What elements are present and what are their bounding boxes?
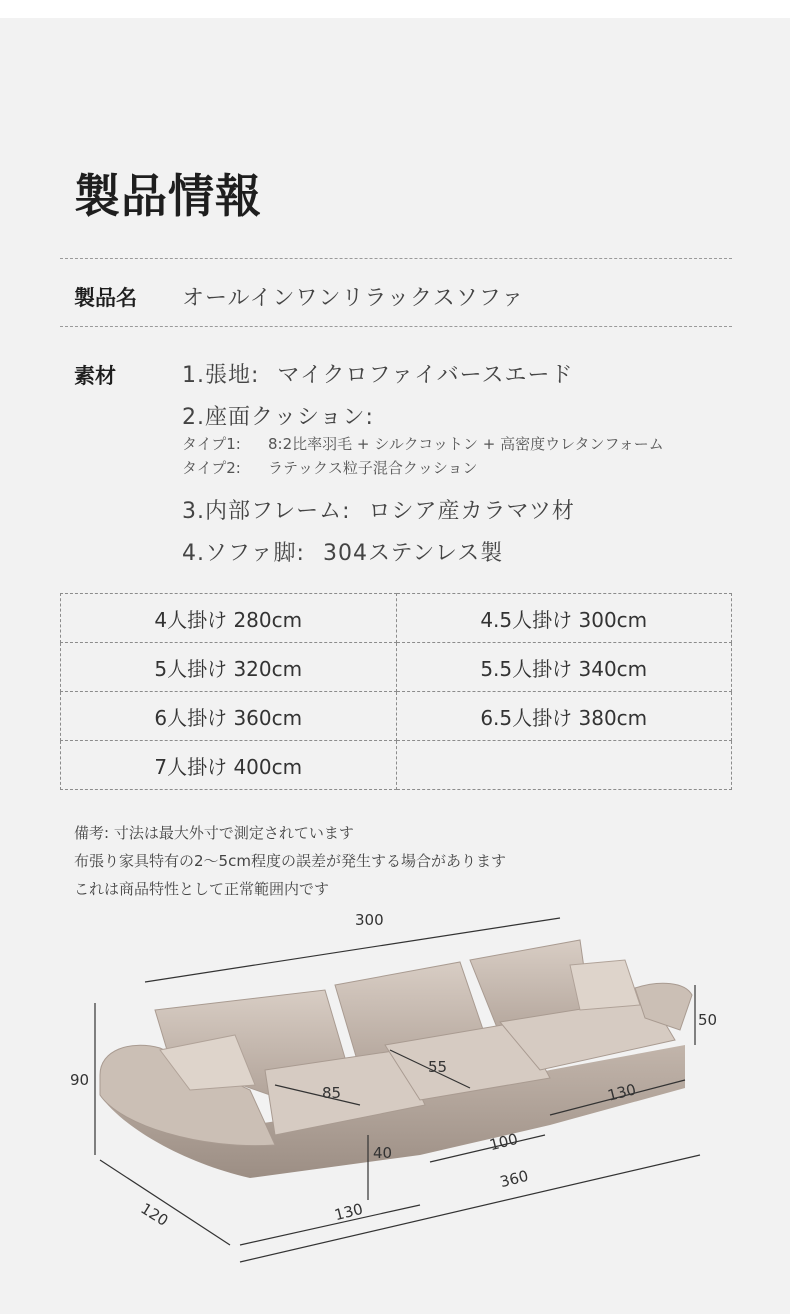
top-band xyxy=(0,0,790,18)
material-item-frame xyxy=(182,494,575,525)
material-item-legs xyxy=(182,536,503,567)
size-cell: 5人掛け 320cm xyxy=(61,643,397,692)
divider xyxy=(60,258,732,259)
note-line: これは商品特性として正常範囲内です xyxy=(74,880,330,898)
size-cell: 7人掛け 400cm xyxy=(61,741,397,790)
size-cell xyxy=(396,741,732,790)
table-row xyxy=(61,692,732,741)
cushion-type-value: 8:2比率羽毛 + シルクコットン + 高密度ウレタンフォーム xyxy=(268,435,664,453)
page-title: 製品情報 xyxy=(74,169,262,223)
sofa-dimension-diagram xyxy=(60,900,740,1300)
table-row xyxy=(61,643,732,692)
divider xyxy=(60,326,732,327)
size-table xyxy=(60,593,732,790)
material-item-cushion xyxy=(182,400,392,431)
dim-seat-depth: 85 xyxy=(322,1084,342,1102)
dim-seat-height: 40 xyxy=(373,1144,393,1162)
cushion-type-label: タイプ1: xyxy=(182,435,241,453)
dim-seat-width: 55 xyxy=(428,1058,448,1076)
product-name-label: 製品名 xyxy=(74,286,137,310)
size-cell: 5.5人掛け 340cm xyxy=(396,643,732,692)
size-cell: 6.5人掛け 380cm xyxy=(396,692,732,741)
product-name-value: オールインワンリラックスソファ xyxy=(182,286,525,311)
dim-width-top: 300 xyxy=(355,911,384,929)
material-item-label: 4.ソファ脚: xyxy=(182,541,305,566)
dim-height-total: 90 xyxy=(70,1071,90,1089)
size-cell: 4人掛け 280cm xyxy=(61,594,397,643)
cushion-type-label: タイプ2: xyxy=(182,459,241,477)
material-item-value: 304ステンレス製 xyxy=(322,541,504,566)
note-line: 備考: 寸法は最大外寸で測定されています xyxy=(74,824,354,842)
size-cell: 6人掛け 360cm xyxy=(61,692,397,741)
material-item-fabric xyxy=(182,358,574,389)
material-item-label: 2.座面クッション: xyxy=(182,405,374,430)
material-item-value: ロシア産カラマツ材 xyxy=(368,499,575,524)
dim-module-right: 130 xyxy=(605,1080,638,1105)
dim-length-total: 360 xyxy=(498,1166,531,1192)
size-cell: 4.5人掛け 300cm xyxy=(396,594,732,643)
table-row xyxy=(61,594,732,643)
material-item-value: マイクロファイバースエード xyxy=(277,363,574,388)
material-item-label: 3.内部フレーム: xyxy=(182,499,351,524)
cushion-type-1 xyxy=(182,433,664,454)
dim-module-left: 130 xyxy=(332,1199,365,1225)
cushion-type-2 xyxy=(182,457,478,478)
material-item-label: 1.張地: xyxy=(182,363,260,388)
table-row xyxy=(61,741,732,790)
cushion-type-value: ラテックス粒子混合クッション xyxy=(268,459,478,477)
material-label: 素材 xyxy=(74,364,116,388)
note-line: 布張り家具特有の2〜5cm程度の誤差が発生する場合があります xyxy=(74,852,506,870)
dim-module-mid: 100 xyxy=(487,1129,520,1155)
dim-back-height: 50 xyxy=(698,1011,718,1029)
dim-depth: 120 xyxy=(137,1199,172,1230)
